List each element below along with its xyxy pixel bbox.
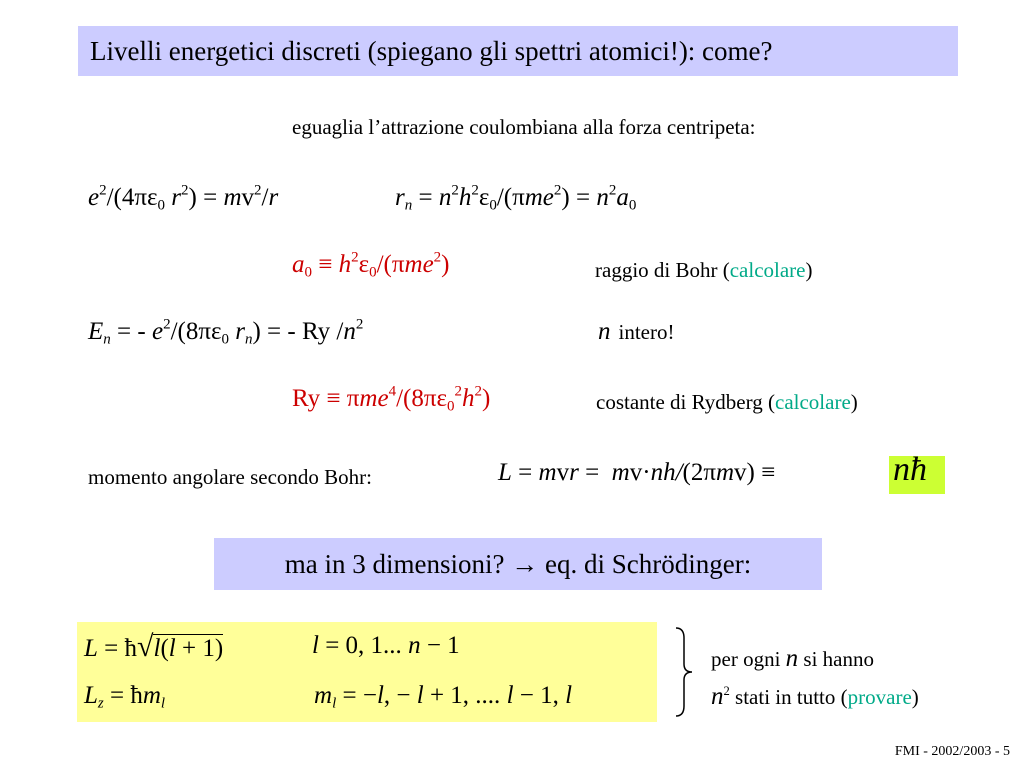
provare-link: provare — [847, 685, 912, 709]
momento-label: momento angolare secondo Bohr: — [88, 465, 373, 489]
right-brace-icon — [672, 626, 694, 718]
bohr-radius-definition: $a_0 \equiv h^2\varepsilon_0/(\pi me^2)$ — [292, 249, 450, 281]
slide-title: Livelli energetici discreti (spiegano gli spettri atomici!): come? — [78, 26, 958, 76]
per-ogni-note: per ogni n si hanno — [711, 645, 874, 672]
radius-equation: $r_n = n^2h^2\varepsilon_0/(\pi me^2) = n^2a_0$ — [395, 182, 637, 214]
states-note: $n^2$ stati in tutto (provare) — [711, 683, 919, 710]
schrodinger-box: ma in 3 dimensioni? → eq. di Schrödinger: — [214, 538, 822, 590]
energy-equation: $E_n$ = - $e^2/(8\pi\varepsilon_0$ $r_n$) = - Ry $/n^2$ — [88, 316, 364, 348]
n-hbar-symbol: nħ — [893, 451, 927, 488]
force-balance-equation: $e^2/(4\pi\varepsilon_0$ $r^2) = mv^2/r$ — [88, 182, 279, 214]
intro-text: eguaglia l’attrazione coulombiana alla forza centripeta: — [292, 115, 756, 139]
calcolare-link-2: calcolare — [775, 390, 851, 414]
l-values-formula: l = 0, 1... n − 1 — [312, 632, 460, 659]
rydberg-note: costante di Rydberg (calcolare) — [596, 390, 858, 414]
angular-momentum-equation: L = mvr = mv·nh/(2πmv) ≡ — [498, 459, 776, 486]
Lz-formula: $L_z$ = $ħm_l$ — [84, 682, 166, 712]
bohr-radius-note: raggio di Bohr (calcolare) — [595, 258, 813, 282]
ml-values-formula: $m_l = -l$, − l + 1, .... l − 1, l — [314, 682, 573, 712]
n-integer-note: n intero! — [598, 318, 675, 345]
calcolare-link: calcolare — [729, 258, 806, 282]
footer: FMI - 2002/2003 - 5 — [894, 744, 1010, 759]
L-magnitude-formula: L = ħ√l(l + 1) — [84, 630, 224, 663]
rydberg-definition: $Ry \equiv \pi me^4/(8\pi\varepsilon_0^2h^2)$ — [292, 383, 491, 415]
